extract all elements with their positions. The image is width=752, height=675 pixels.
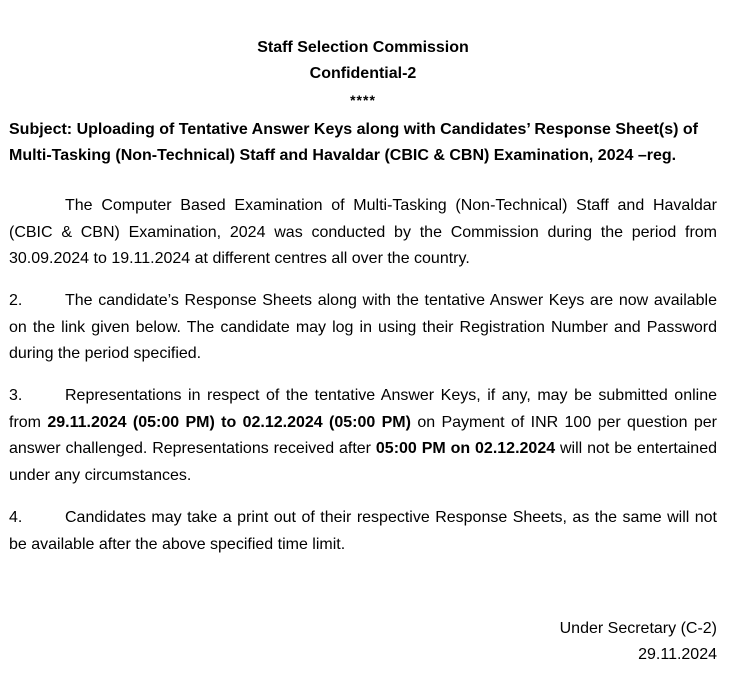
paragraph-4 (9, 505, 717, 558)
paragraph-3-text-a: Representations in respect of the tentative Answer Keys, if any, may be submitted online from (9, 387, 717, 431)
paragraph-2-text: The candidate’s Response Sheets along with the tentative Answer Keys are now available on the link given below. The candidate may log in using their Registration Number and Password during the period specified. (9, 292, 717, 362)
paragraph-1-text: The Computer Based Examination of Multi-Tasking (Non-Technical) Staff and Havaldar (CBIC & CBN) Examination, 2024 was conducted by the Commission during the period from 30.09.2024 to 19.11.2024 at different centres all over the country. (9, 197, 717, 267)
paragraph-3-number: 3. (9, 387, 23, 404)
paragraph-2-number: 2. (9, 292, 23, 309)
submission-window-dates: 29.11.2024 (05:00 PM) to 02.12.2024 (05:00 PM) (47, 413, 411, 431)
organization-title: Staff Selection Commission (257, 39, 469, 56)
paragraph-4-number: 4. (9, 509, 23, 526)
deadline-datetime: 05:00 PM on 02.12.2024 (375, 440, 556, 457)
paragraph-1 (9, 193, 717, 273)
paragraph-2 (9, 288, 717, 368)
subject-line: Subject: Uploading of Tentative Answer Keys along with Candidates’ Response Sheet(s) of Multi-Tasking (Non-Technical) Staff and Havaldar (CBIC & CBN) Examination, 2024 –reg. (9, 121, 698, 164)
signatory-designation: Under Secretary (C-2) (559, 620, 717, 637)
paragraph-3 (9, 383, 717, 489)
paragraph-3-text-c: will not be entertained under any circumstances. (9, 440, 717, 484)
header-separator: **** (350, 92, 376, 108)
signature-date: 29.11.2024 (638, 646, 717, 663)
paragraph-4-text: Candidates may take a print out of their respective Response Sheets, as the same will not be available after the above specified time limit. (9, 509, 717, 553)
classification-label: Confidential-2 (309, 65, 417, 82)
paragraph-3-text-b: on Payment of INR 100 per question per answer challenged. Representations received after (9, 413, 718, 457)
